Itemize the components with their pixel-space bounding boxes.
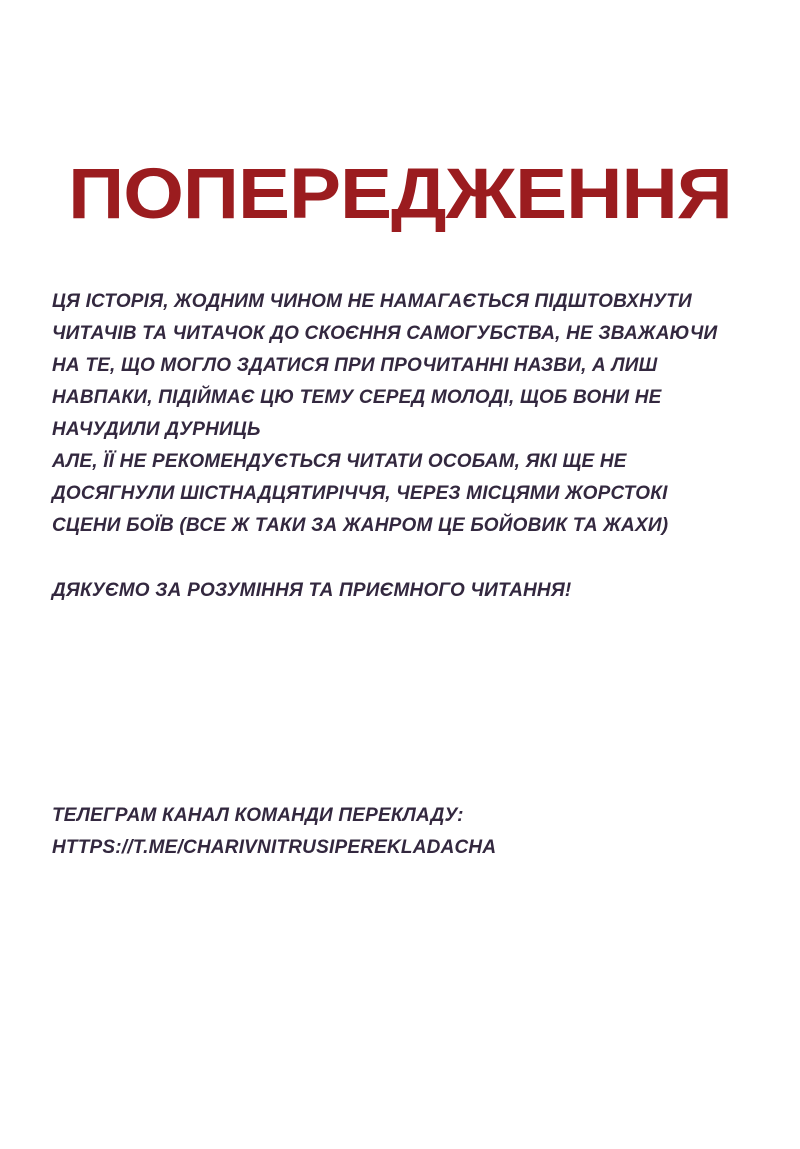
telegram-label: ТЕЛЕГРАМ КАНАЛ КОМАНДИ ПЕРЕКЛАДУ:: [52, 805, 464, 826]
telegram-info: [52, 800, 772, 864]
page-title: ПОПЕРЕДЖЕННЯ: [68, 152, 732, 234]
warning-line: НАВПАКИ, ПІДІЙМАЄ ЦЮ ТЕМУ СЕРЕД МОЛОДІ, ЩОБ ВОНИ НЕ: [52, 387, 662, 408]
warning-line: ЦЯ ІСТОРІЯ, ЖОДНИМ ЧИНОМ НЕ НАМАГАЄТЬСЯ ПІДШТОВХНУТИ: [52, 291, 692, 312]
thanks-text: [52, 575, 772, 607]
warning-text: [52, 286, 772, 542]
warning-line: АЛЕ, ЇЇ НЕ РЕКОМЕНДУЄТЬСЯ ЧИТАТИ ОСОБАМ, ЯКІ ЩЕ НЕ: [52, 451, 627, 472]
warning-line: НАЧУДИЛИ ДУРНИЦЬ: [52, 419, 261, 440]
warning-line: СЦЕНИ БОЇВ (ВСЕ Ж ТАКИ ЗА ЖАНРОМ ЦЕ БОЙОВИК ТА ЖАХИ): [52, 515, 669, 536]
warning-line: ДОСЯГНУЛИ ШІСТНАДЦЯТИРІЧЧЯ, ЧЕРЕЗ МІСЦЯМИ ЖОРСТОКІ: [52, 483, 668, 504]
telegram-link[interactable]: HTTPS://T.ME/CHARIVNITRUSIPEREKLADACHA: [52, 837, 497, 858]
warning-line: ЧИТАЧІВ ТА ЧИТАЧОК ДО СКОЄННЯ САМОГУБСТВА, НЕ ЗВАЖАЮЧИ: [52, 323, 718, 344]
thanks-line: ДЯКУЄМО ЗА РОЗУМІННЯ ТА ПРИЄМНОГО ЧИТАННЯ!: [52, 580, 572, 601]
warning-line: НА ТЕ, ЩО МОГЛО ЗДАТИСЯ ПРИ ПРОЧИТАННІ НАЗВИ, А ЛИШ: [52, 355, 658, 376]
